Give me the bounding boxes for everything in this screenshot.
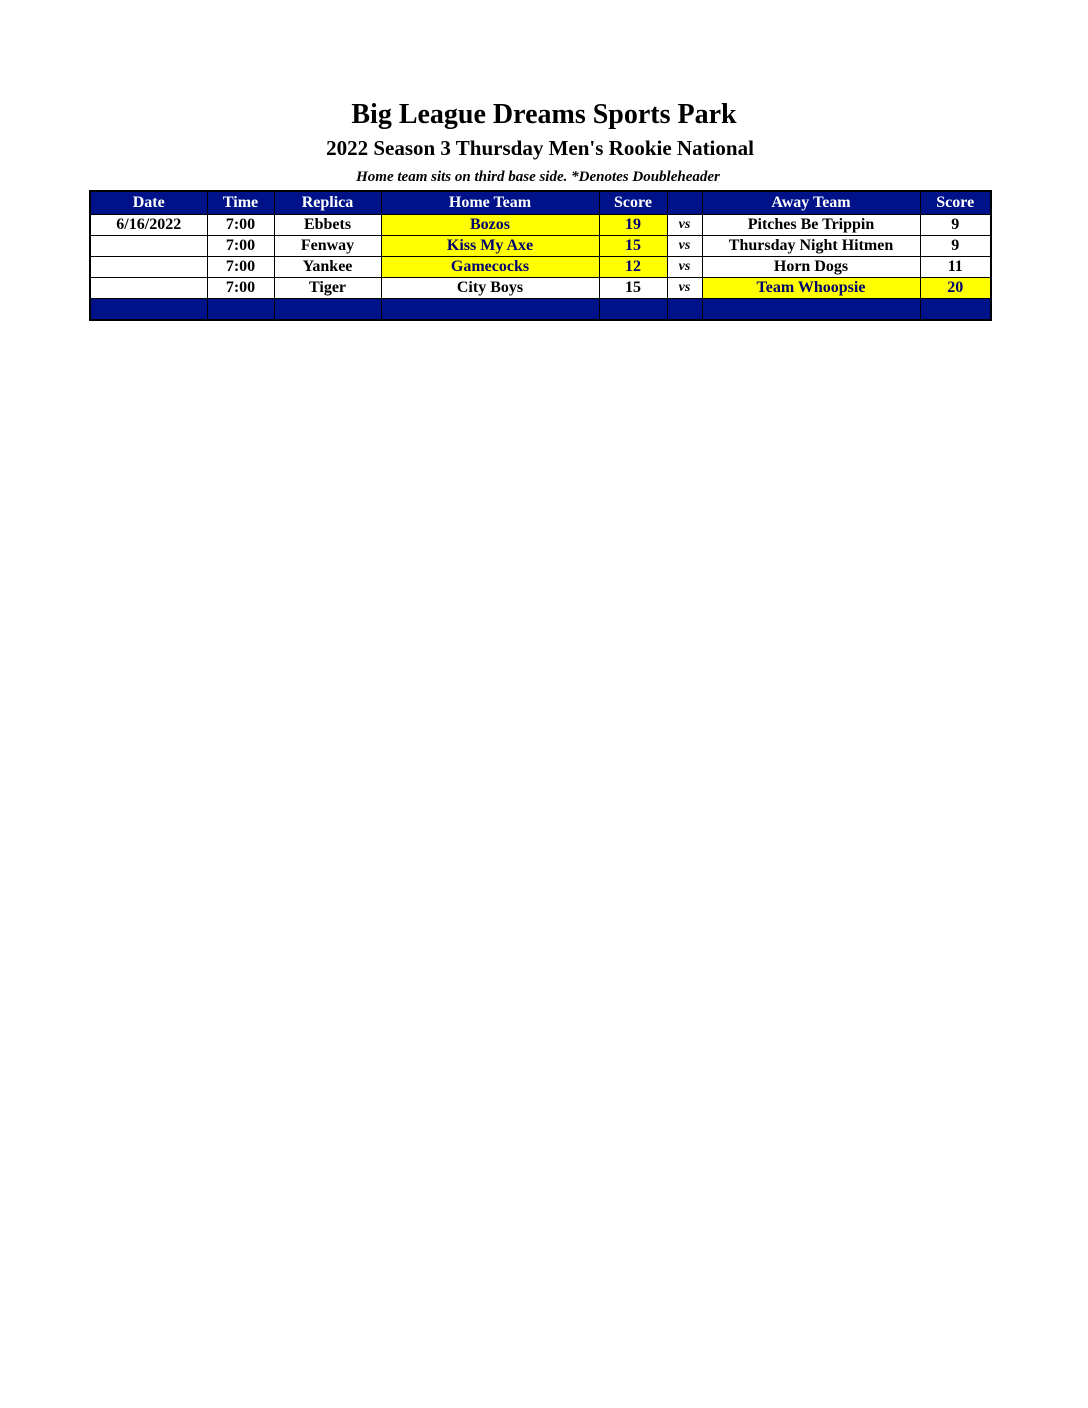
time-cell: 7:00 — [207, 278, 274, 299]
away-team-cell: Thursday Night Hitmen — [702, 236, 920, 257]
footer-cell — [90, 299, 207, 321]
column-header-home-team: Home Team — [381, 191, 599, 215]
date-cell — [90, 257, 207, 278]
time-cell: 7:00 — [207, 236, 274, 257]
footer-cell — [599, 299, 667, 321]
footer-cell — [702, 299, 920, 321]
replica-cell: Ebbets — [274, 215, 381, 236]
table-footer-row — [90, 299, 991, 321]
away-score-cell: 9 — [920, 215, 991, 236]
page-subtitle: 2022 Season 3 Thursday Men's Rookie National — [326, 136, 754, 160]
date-cell — [90, 278, 207, 299]
date-cell: 6/16/2022 — [90, 215, 207, 236]
table-row — [90, 215, 991, 236]
page-title: Big League Dreams Sports Park — [351, 99, 737, 130]
column-header-vs — [667, 191, 702, 215]
away-score-cell: 11 — [920, 257, 991, 278]
column-header-replica: Replica — [274, 191, 381, 215]
away-team-cell: Horn Dogs — [702, 257, 920, 278]
away-score-cell: 20 — [920, 278, 991, 299]
column-header-home-score: Score — [599, 191, 667, 215]
date-cell — [90, 236, 207, 257]
home-score-cell: 12 — [599, 257, 667, 278]
footer-cell — [667, 299, 702, 321]
time-cell: 7:00 — [207, 215, 274, 236]
footer-cell — [381, 299, 599, 321]
footer-cell — [920, 299, 991, 321]
home-score-cell: 15 — [599, 278, 667, 299]
vs-cell: vs — [667, 215, 702, 236]
schedule-note: Home team sits on third base side. *Denotes Doubleheader — [356, 169, 720, 185]
away-score-cell: 9 — [920, 236, 991, 257]
footer-cell — [274, 299, 381, 321]
schedule-table — [89, 190, 992, 321]
home-team-cell: Gamecocks — [381, 257, 599, 278]
home-team-cell: Bozos — [381, 215, 599, 236]
column-header-away-score: Score — [920, 191, 991, 215]
replica-cell: Tiger — [274, 278, 381, 299]
column-header-away-team: Away Team — [702, 191, 920, 215]
home-score-cell: 19 — [599, 215, 667, 236]
vs-cell: vs — [667, 236, 702, 257]
vs-cell: vs — [667, 278, 702, 299]
column-header-date: Date — [90, 191, 207, 215]
home-team-cell: Kiss My Axe — [381, 236, 599, 257]
away-team-cell: Pitches Be Trippin — [702, 215, 920, 236]
table-row — [90, 257, 991, 278]
table-header-row — [90, 191, 991, 215]
footer-cell — [207, 299, 274, 321]
replica-cell: Yankee — [274, 257, 381, 278]
home-team-cell: City Boys — [381, 278, 599, 299]
replica-cell: Fenway — [274, 236, 381, 257]
away-team-cell: Team Whoopsie — [702, 278, 920, 299]
time-cell: 7:00 — [207, 257, 274, 278]
table-row — [90, 236, 991, 257]
home-score-cell: 15 — [599, 236, 667, 257]
table-row — [90, 278, 991, 299]
column-header-time: Time — [207, 191, 274, 215]
vs-cell: vs — [667, 257, 702, 278]
